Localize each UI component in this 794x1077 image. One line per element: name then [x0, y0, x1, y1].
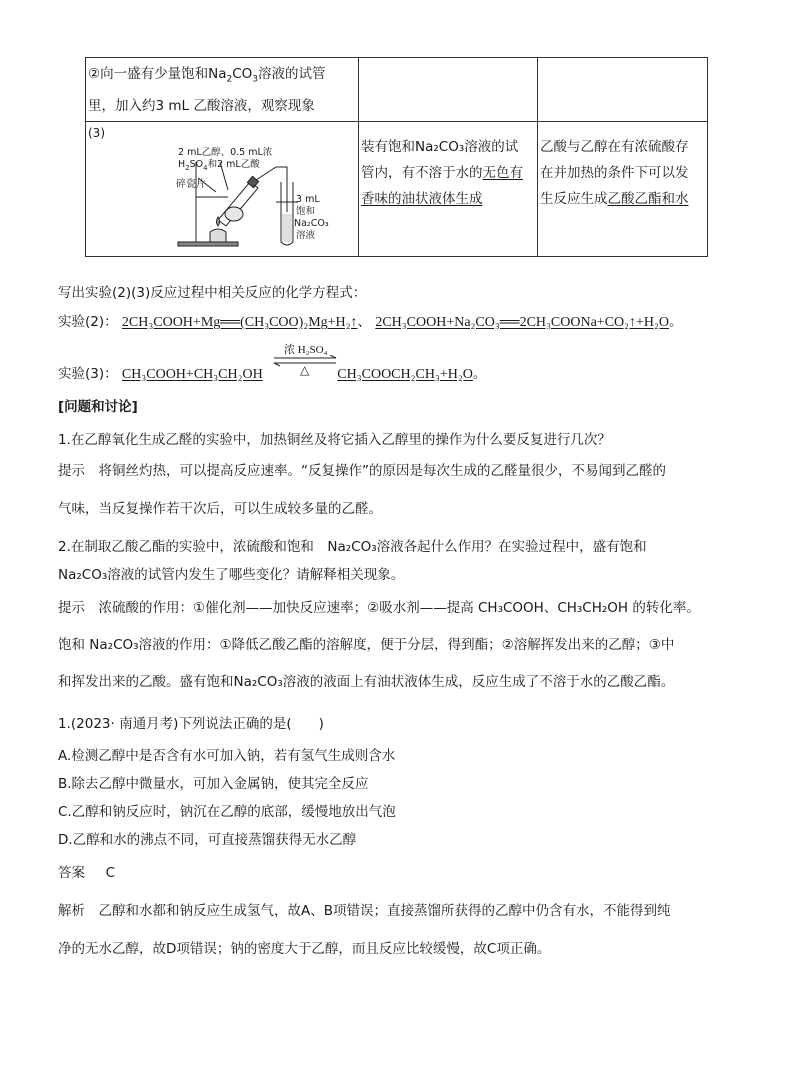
question-1: 1.在乙醇氧化生成乙醛的实验中，加热铜丝及将它插入乙醇里的操作为什么要反复进行几次？ [58, 432, 611, 448]
answer: 答案 C [58, 865, 116, 881]
equations-intro: 写出实验(2)(3)反应过程中相关反应的化学方程式： [58, 285, 367, 301]
option-c: C.乙醇和钠反应时，钠沉在乙醇的底部，缓慢地放出气泡 [58, 804, 396, 820]
alcohol-lamp [210, 229, 226, 242]
reversible-arrow: 浓 H₂SO₄ △ [272, 341, 338, 377]
apparatus-drawing [148, 142, 348, 252]
pointer-line [198, 178, 216, 192]
table-cell-conclusion: 乙酸与乙醇在有浓硫酸存 在并加热的条件下可以发 生反应生成乙酸乙酯和水 [538, 121, 708, 256]
pointer-line [220, 162, 228, 190]
table-cell-phenomenon: 装有饱和Na₂CO₃溶液的试 管内，有不溶于水的无色有 香味的油状液体生成 [359, 121, 538, 256]
experiment-table [85, 57, 708, 257]
solution [282, 214, 292, 242]
table-row [86, 58, 708, 122]
table-row [86, 121, 708, 256]
flame [217, 217, 220, 226]
analysis-line1: 解析 乙醇和水都和钠反应生成氢气，故A、B项错误；直接蒸馏所获得的乙醇中仍含有水，不能得到纯 [58, 903, 671, 919]
table-cell-procedure: ②向一盛有少量饱和$Na_2CO_3$溶液的试管 里，加入约3 mL 乙酸溶液，观察现象 [86, 58, 359, 122]
equation-exp3: 实验(3)： CH₃COOH+CH₃CH₂OH CH₃COOCH₂CH₃+H₂O。 [58, 366, 487, 382]
hint-2-line2: 饱和 Na₂CO₃溶液的作用：①降低乙酸乙酯的溶解度，便于分层，得到酯；②溶解挥发出来的乙醇；③中 [58, 637, 675, 653]
table-cell-procedure: (3) 2 mL乙醇、0.5 mL浓 $H_2SO_4$和2 mL乙酸 碎瓷片 3 mL 饱和 Na₂CO₃ 溶液 [86, 121, 359, 256]
table-cell-phenomenon [359, 58, 538, 122]
delivery-tube [256, 167, 287, 212]
hint-1-line1: 提示 将铜丝灼热，可以提高反应速率。“反复操作”的原因是每次生成的乙醛量很少，不易闻到乙醛的 [58, 463, 666, 479]
table-cell-conclusion [538, 58, 708, 122]
question-stem: 1.(2023· 南通月考)下列说法正确的是( ) [58, 716, 324, 732]
stand-base [178, 242, 238, 246]
section-header: [问题和讨论] [58, 399, 138, 415]
question-2-line1: 2.在制取乙酸乙酯的实验中，浓硫酸和饱和 Na₂CO₃溶液各起什么作用？在实验过程中，盛有饱和 [58, 539, 647, 555]
apparatus-figure: 2 mL乙醇、0.5 mL浓 $H_2SO_4$和2 mL乙酸 碎瓷片 3 mL 饱和 Na₂CO₃ 溶液 [148, 142, 348, 252]
hint-1-line2: 气味，当反复操作若干次后，可以生成较多量的乙醛。 [58, 501, 382, 517]
hint-2-line1: 提示 浓硫酸的作用：①催化剂——加快反应速率；②吸水剂——提高 CH₃COOH、CH₃CH₂OH 的转化率。 [58, 600, 700, 616]
option-d: D.乙醇和水的沸点不同，可直接蒸馏获得无水乙醇 [58, 832, 357, 848]
hint-2-line3: 和挥发出来的乙酸。盛有饱和Na₂CO₃溶液的液面上有油状液体生成，反应生成了不溶于水的乙酸乙酯。 [58, 674, 675, 690]
option-b: B.除去乙醇中微量水，可加入金属钠，使其完全反应 [58, 776, 369, 792]
option-a: A.检测乙醇中是否含有水可加入钠，若有氢气生成则含水 [58, 748, 396, 764]
stopper [247, 176, 258, 187]
analysis-line2: 净的无水乙醇，故D项错误；钠的密度大于乙醇，而且反应比较缓慢，故C项正确。 [58, 941, 551, 957]
question-2-line2: Na₂CO₃溶液的试管内发生了哪些变化？请解释相关现象。 [58, 567, 405, 583]
liquid [225, 207, 243, 221]
equation-exp2: 实验(2)： 2CH₃COOH+Mg══(CH₃COO)₂Mg+H₂↑、 2CH₃COOH+Na₂CO₃══2CH₃COONa+CO₂↑+H₂O。 [58, 314, 683, 330]
